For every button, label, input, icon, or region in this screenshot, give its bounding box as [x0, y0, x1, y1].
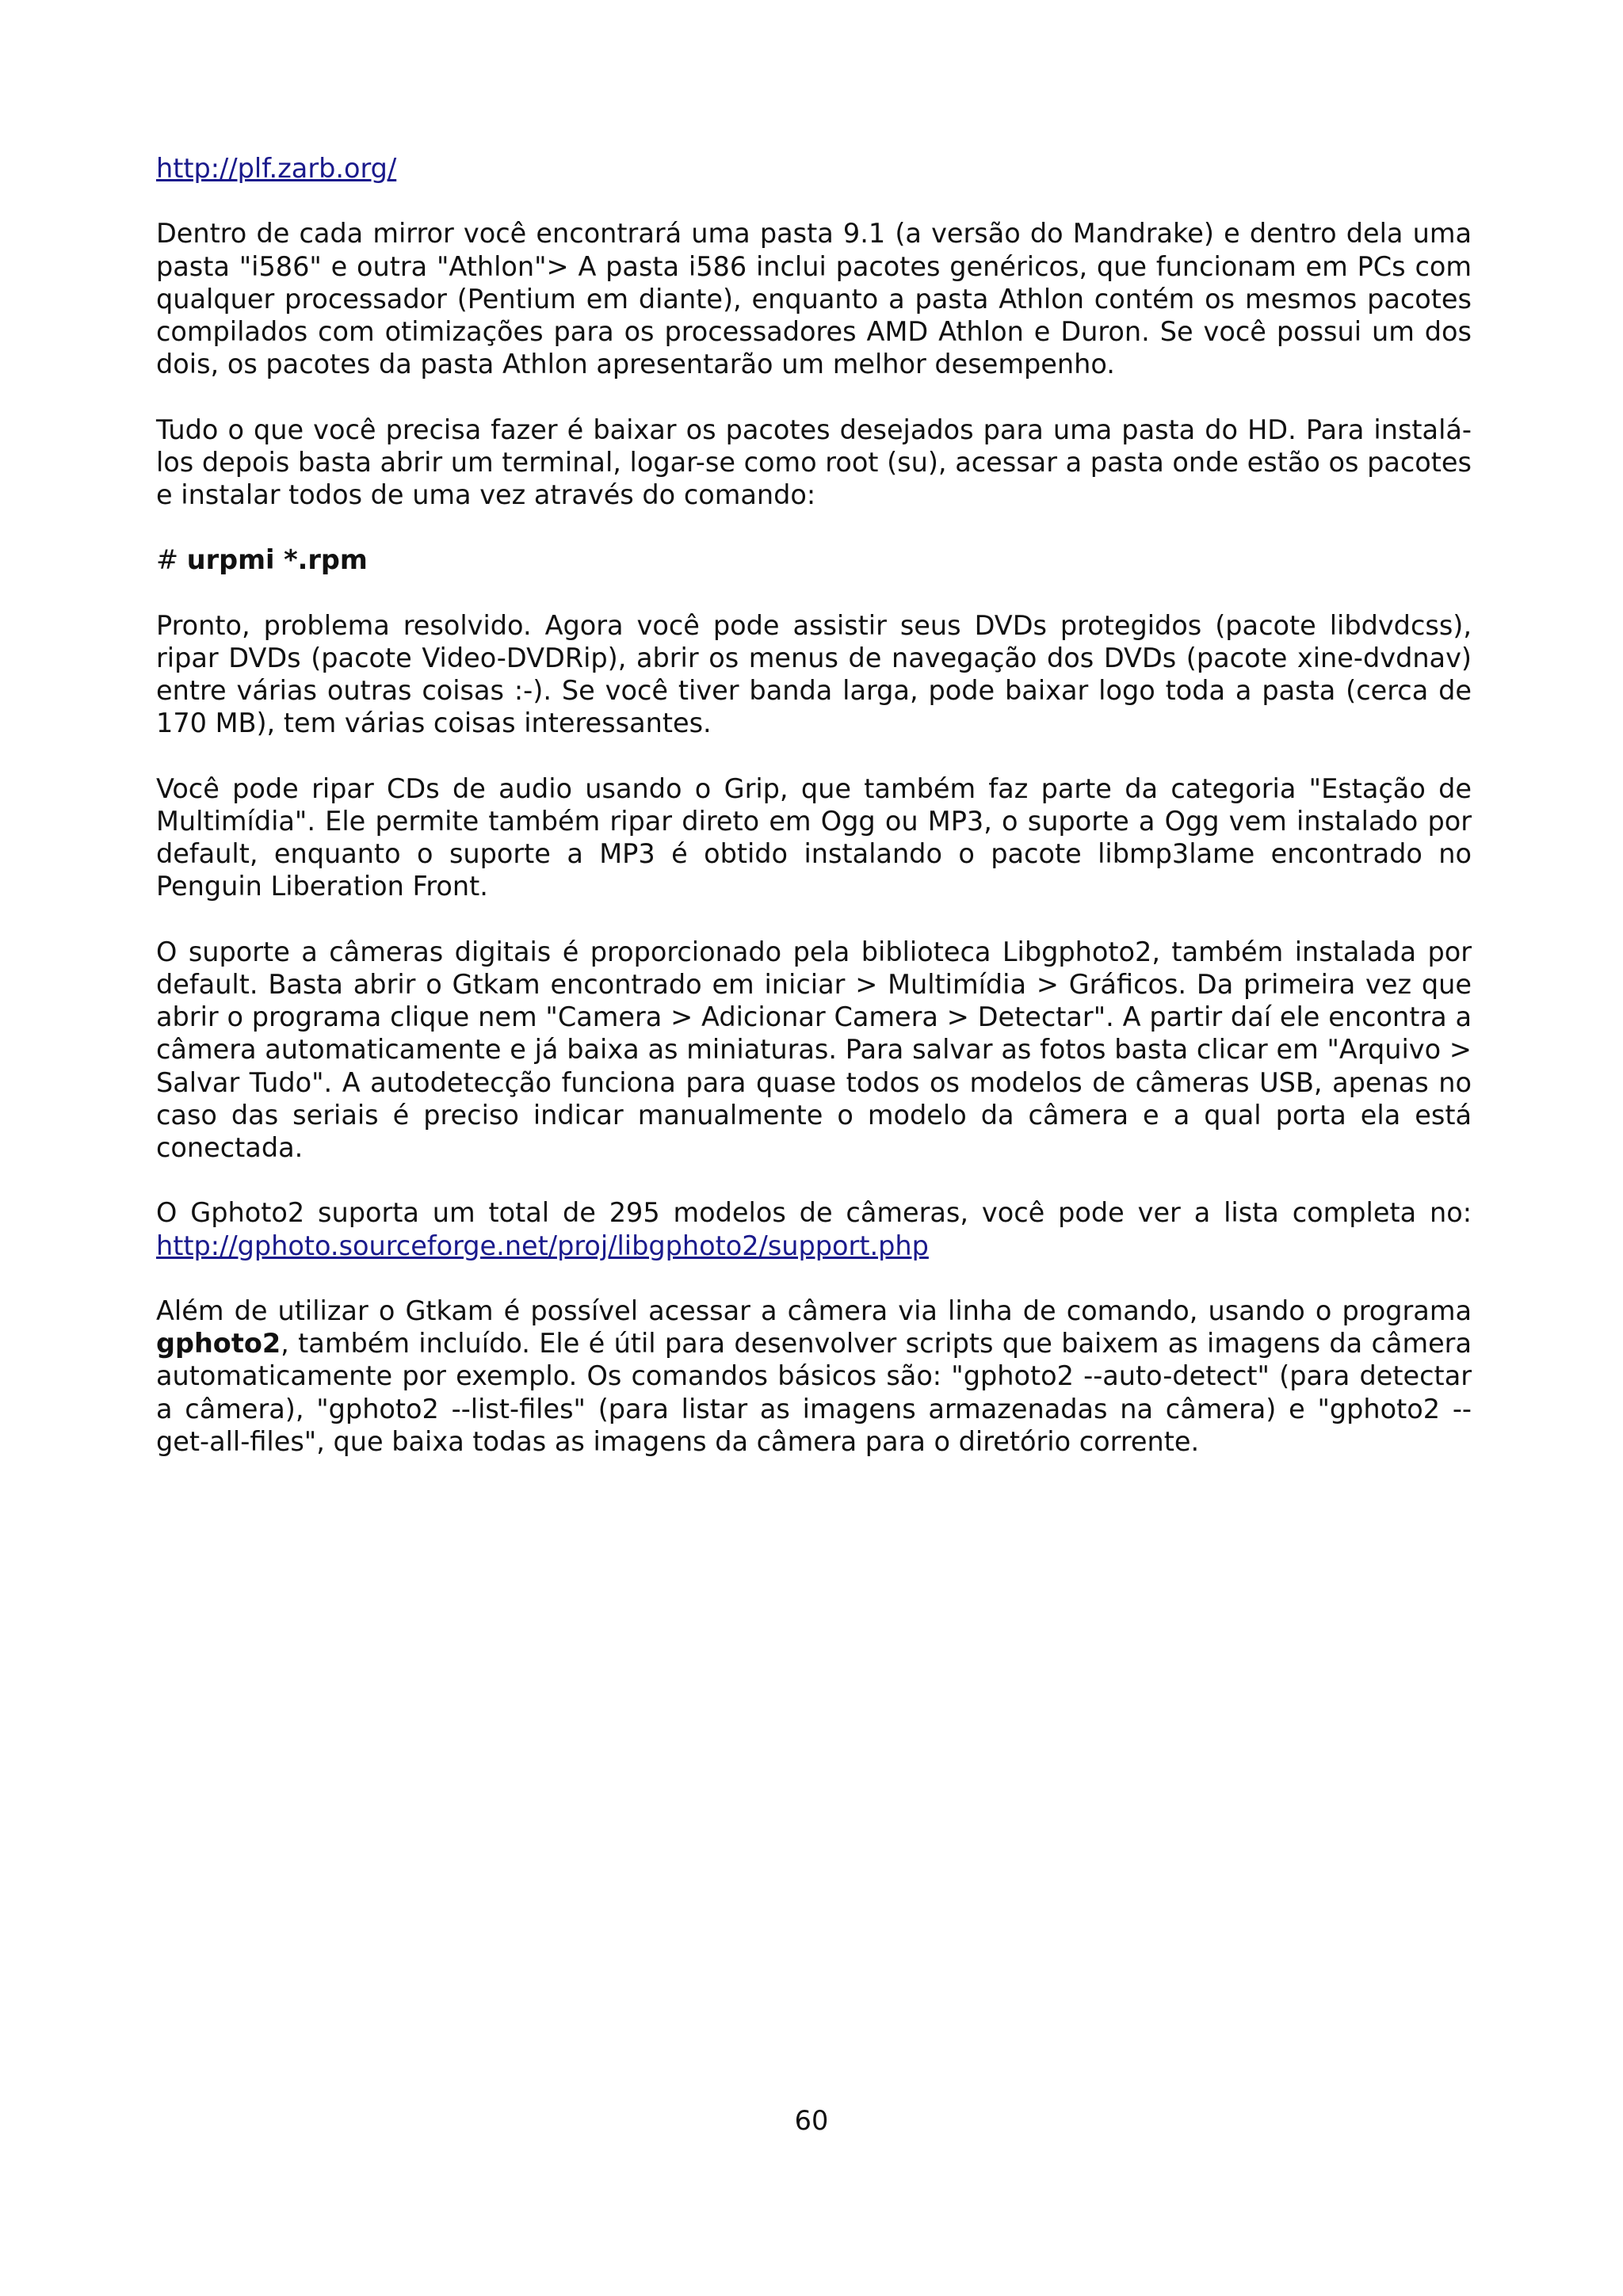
top-link-paragraph: [156, 152, 1472, 185]
gphoto2-program-name: gphoto2: [156, 1328, 281, 1360]
install-instructions-paragraph: Tudo o que você precisa fazer é baixar os pacotes desejados para uma pasta do HD. Para instalá-los depois basta abrir um terminal, logar-se como root (su), acessar a pasta onde estão os pacotes e instalar todos de uma vez através do comando:: [156, 414, 1472, 510]
page-number: 60: [794, 2105, 829, 2136]
gphoto2-commandline-paragraph: [156, 1295, 1472, 1458]
digital-cameras-paragraph: O suporte a câmeras digitais é proporcionado pela biblioteca Libgphoto2, também instalada por default. Basta abrir o Gtkam encontrado em iniciar > Multimídia > Gráficos. Da primeira vez que abrir o programa clique nem "Camera > Adicionar Camera > Detectar". A partir daí ele encontra a câmera automaticamente e já baixa as miniaturas. Para salvar as fotos basta clicar em "Arquivo > Salvar Tudo". A autodetecção funciona para quase todos os modelos de câmeras USB, apenas no caso das seriais é preciso indicar manualmente o modelo da câmera e a qual porta ela está conectada.: [156, 936, 1472, 1163]
gphoto2-models-paragraph: [156, 1196, 1472, 1261]
command-prompt: #: [156, 544, 179, 576]
gphoto-support-link[interactable]: http://gphoto.sourceforge.net/proj/libgphoto2/support.php: [156, 1230, 929, 1261]
gphoto2-models-text: O Gphoto2 suporta um total de 295 modelos de câmeras, você pode ver a lista completa no:: [156, 1197, 1472, 1229]
grip-paragraph: Você pode ripar CDs de audio usando o Grip, que também faz parte da categoria "Estação de Multimídia". Ele permite também ripar direto em Ogg ou MP3, o suporte a Ogg vem instalado por default, enquanto o suporte a MP3 é obtido instalando o pacote libmp3lame encontrado no Penguin Liberation Front.: [156, 772, 1472, 902]
mirror-folders-paragraph: Dentro de cada mirror você encontrará uma pasta 9.1 (a versão do Mandrake) e dentro dela uma pasta "i586" e outra "Athlon"> A pasta i586 inclui pacotes genéricos, que funcionam em PCs com qualquer processador (Pentium em diante), enquanto a pasta Athlon contém os mesmos pacotes compilados com otimizações para os processadores AMD Athlon e Duron. Se você possui um dos dois, os pacotes da pasta Athlon apresentarão um melhor desempenho.: [156, 218, 1472, 380]
command-line: [156, 543, 1472, 576]
gphoto2-intro-text: Além de utilizar o Gtkam é possível acessar a câmera via linha de comando, usando o programa: [156, 1295, 1472, 1326]
dvd-paragraph: Pronto, problema resolvido. Agora você pode assistir seus DVDs protegidos (pacote libdvdcss), ripar DVDs (pacote Video-DVDRip), abrir os menus de navegação dos DVDs (pacote xine-dvdnav) entre várias outras coisas :-). Se você tiver banda larga, pode baixar logo toda a pasta (cerca de 170 MB), tem várias coisas interessantes.: [156, 609, 1472, 739]
plf-zarb-link[interactable]: http://plf.zarb.org/: [156, 153, 397, 184]
gphoto2-details-text: , também incluído. Ele é útil para desenvolver scripts que baixem as imagens da câmera automaticamente por exemplo. Os comandos básicos são: "gphoto2 --auto-detect" (para detectar a câmera), "gphoto2 --list-files" (para listar as imagens armazenadas na câmera) e "gphoto2 --get-all-files", que baixa todas as imagens da câmera para o diretório corrente.: [156, 1328, 1472, 1457]
document-page: [156, 152, 1472, 1490]
urpmi-command: urpmi *.rpm: [186, 544, 368, 576]
